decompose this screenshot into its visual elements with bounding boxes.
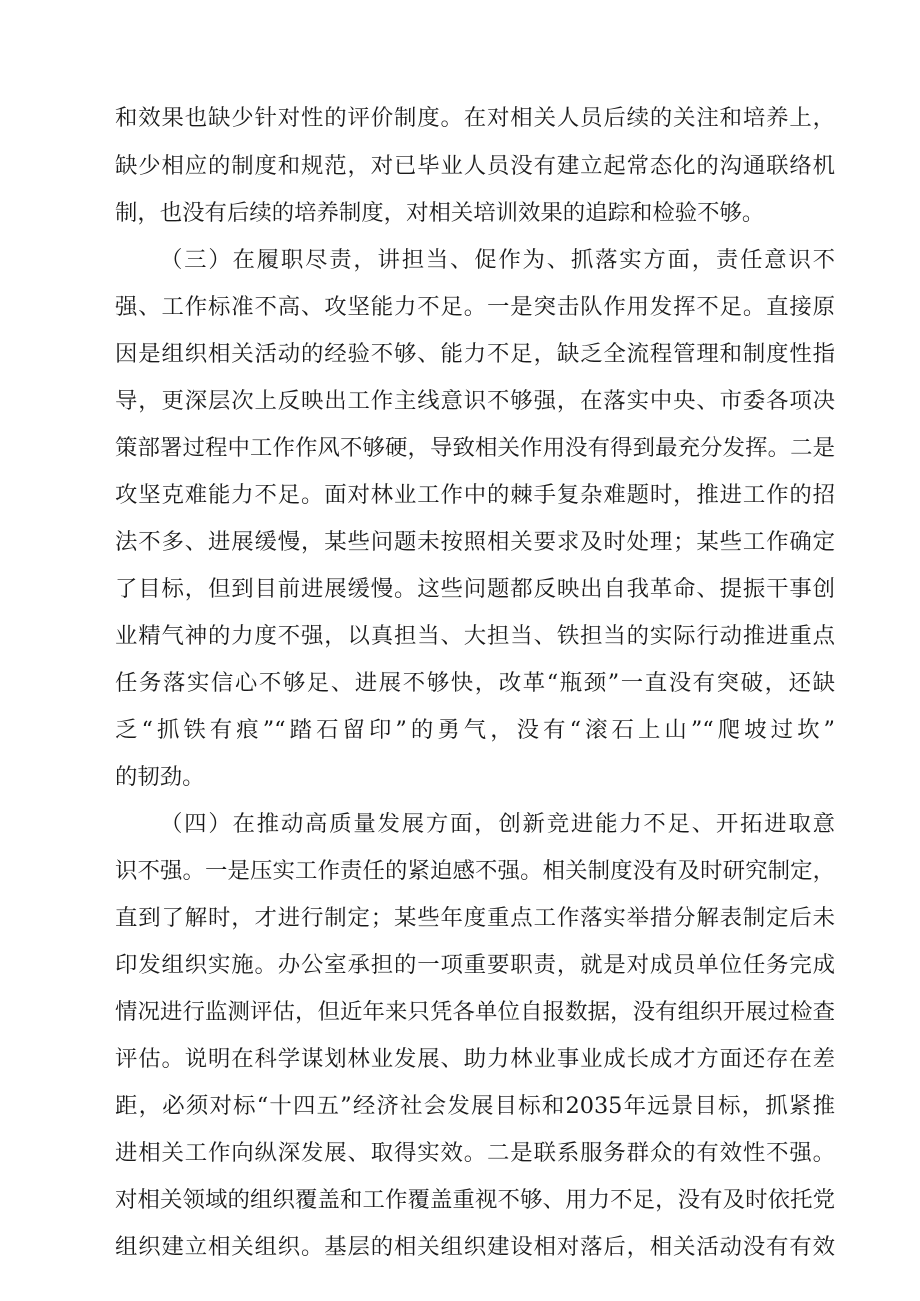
text-line: 直到了解时，才进行制定；某些年度重点工作落实举措分解表制定后未 [115,905,835,931]
text-line: 强、工作标准不高、攻坚能力不足。一是突击队作用发挥不足。直接原 [115,294,835,320]
text-line: 组织建立相关组织。基层的相关组织建设相对落后，相关活动没有有效 [115,1234,835,1260]
text-line: 的韧劲。 [115,764,205,790]
text-line: 缺少相应的制度和规范，对已毕业人员没有建立起常态化的沟通联络机 [115,153,835,179]
text-line: 情况进行监测评估，但近年来只凭各单位自报数据，没有组织开展过检查 [115,999,835,1025]
section-heading-line: （三）在履职尽责，讲担当、促作为、抓落实方面，责任意识不 [160,247,835,273]
text-line: 进相关工作向纵深发展、取得实效。二是联系服务群众的有效性不强。 [115,1140,835,1166]
text-line: 制，也没有后续的培养制度，对相关培训效果的追踪和检验不够。 [115,200,765,226]
section-heading-line: （四）在推动高质量发展方面，创新竞进能力不足、开拓进取意 [160,811,835,837]
text-line: 和效果也缺少针对性的评价制度。在对相关人员后续的关注和培养上， [115,105,835,131]
text-line: 识不强。一是压实工作责任的紧迫感不强。相关制度没有及时研究制定， [115,858,835,884]
text-line: 业精气神的力度不强，以真担当、大担当、铁担当的实际行动推进重点 [115,623,835,649]
text-line: 法不多、进展缓慢，某些问题未按照相关要求及时处理；某些工作确定 [115,529,835,555]
text-line: 策部署过程中工作作风不够硬，导致相关作用没有得到最充分发挥。二是 [115,435,835,461]
text-line: 距，必须对标“十四五”经济社会发展目标和2035年远景目标，抓紧推 [115,1093,835,1119]
text-line: 导，更深层次上反映出工作主线意识不够强，在落实中央、市委各项决 [115,388,835,414]
text-line: 乏“抓铁有痕”“踏石留印”的勇气，没有“滚石上山”“爬坡过坎” [115,717,835,743]
text-line: 任务落实信心不够足、进展不够快，改革“瓶颈”一直没有突破，还缺 [115,670,835,696]
text-line: 对相关领域的组织覆盖和工作覆盖重视不够、用力不足，没有及时依托党 [115,1187,835,1213]
text-line: 了目标，但到目前进展缓慢。这些问题都反映出自我革命、提振干事创 [115,576,835,602]
text-line: 印发组织实施。办公室承担的一项重要职责，就是对成员单位任务完成 [115,952,835,978]
text-line: 因是组织相关活动的经验不够、能力不足，缺乏全流程管理和制度性指 [115,341,835,367]
text-line: 攻坚克难能力不足。面对林业工作中的棘手复杂难题时，推进工作的招 [115,482,835,508]
text-line: 评估。说明在科学谋划林业发展、助力林业事业成长成才方面还存在差 [115,1046,835,1072]
